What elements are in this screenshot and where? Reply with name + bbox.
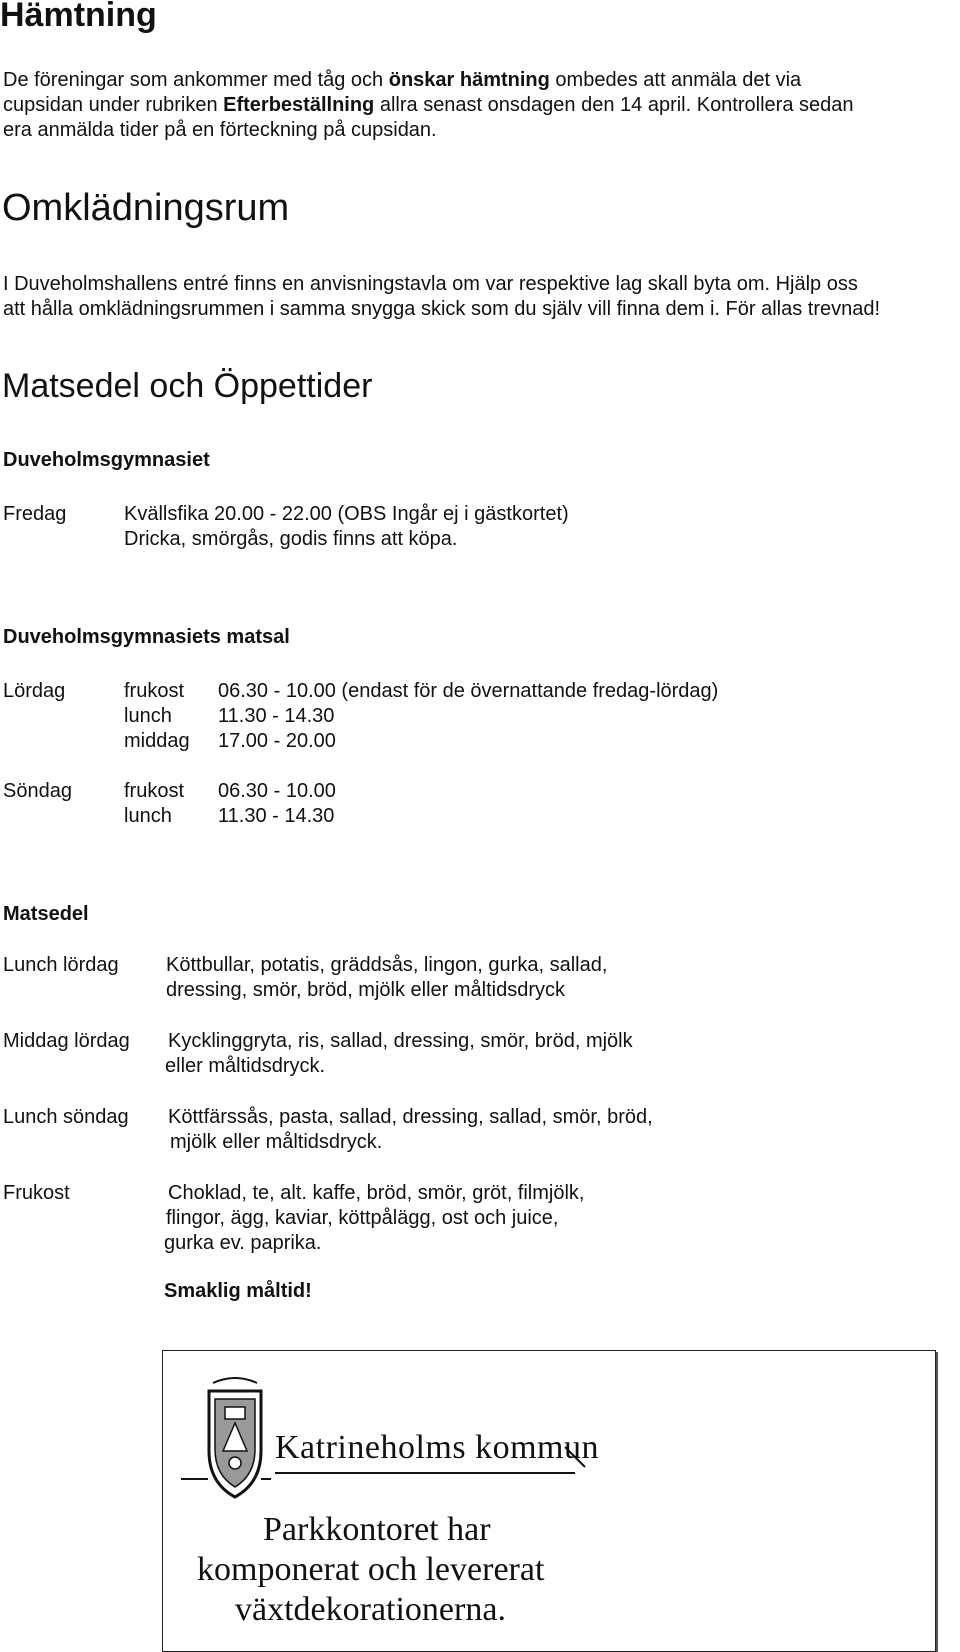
municipality-ad	[162, 1350, 936, 1652]
sunday-time-2: 11.30 - 14.30	[218, 805, 335, 827]
sunday-day: Söndag	[3, 780, 72, 802]
menu-item-line: Choklad, te, alt. kaffe, bröd, smör, gröt, filmjölk,	[168, 1182, 585, 1204]
ad-line-2: komponerat och levererat	[197, 1551, 545, 1588]
school-title: Duveholmsgymnasiet	[3, 449, 210, 471]
menu-item-label: Lunch söndag	[3, 1106, 129, 1128]
locker-text-line-2: att hålla omklädningsrummen i samma snygga skick som du själv vill finna dem i. För allas trevnad!	[3, 298, 881, 320]
school-line-1: Kvällsfika 20.00 - 22.00 (OBS Ingår ej i gästkortet)	[124, 503, 569, 525]
dining-title: Duveholmsgymnasiets matsal	[3, 626, 290, 648]
menu-closing: Smaklig måltid!	[164, 1280, 312, 1302]
municipality-underline	[275, 1472, 575, 1474]
menu-item-line: Köttbullar, potatis, gräddsås, lingon, gurka, sallad,	[166, 954, 608, 976]
menu-item-line: flingor, ägg, kaviar, köttpålägg, ost och juice,	[166, 1207, 559, 1229]
pickup-text-line-3: era anmälda tider på en förteckning på cupsidan.	[3, 119, 437, 141]
menu-hours-heading: Matsedel och Öppettider	[2, 367, 373, 405]
saturday-day: Lördag	[3, 680, 66, 702]
sunday-time-1: 06.30 - 10.00	[218, 780, 336, 802]
saturday-meal-3: middag	[124, 730, 190, 752]
menu-item-label: Lunch lördag	[3, 954, 119, 976]
pickup-text-line-2: cupsidan under rubriken Efterbeställning allra senast onsdagen den 14 april. Kontrollera sedan	[3, 94, 854, 116]
pickup-text-line-1: De föreningar som ankommer med tåg och önskar hämtning ombedes att anmäla det via	[3, 69, 802, 91]
ad-line-1: Parkkontoret har	[263, 1511, 491, 1548]
menu-item-label: Frukost	[3, 1182, 70, 1204]
saturday-time-1: 06.30 - 10.00 (endast för de övernattande fredag-lördag)	[218, 680, 719, 702]
locker-text-line-1: I Duveholmshallens entré finns en anvisningstavla om var respektive lag skall byta om. Hjälp oss	[3, 273, 858, 295]
pickup-heading: Hämtning	[0, 0, 157, 34]
sunday-meal-2: lunch	[124, 805, 172, 827]
saturday-time-2: 11.30 - 14.30	[218, 705, 335, 727]
menu-item-line: Kycklinggryta, ris, sallad, dressing, smör, bröd, mjölk	[168, 1030, 633, 1052]
menu-item-line: eller måltidsdryck.	[165, 1055, 326, 1077]
locker-heading: Omklädningsrum	[2, 187, 290, 229]
menu-item-label: Middag lördag	[3, 1030, 130, 1052]
menu-item-line: Köttfärssås, pasta, sallad, dressing, sallad, smör, bröd,	[168, 1106, 653, 1128]
sunday-meal-1: frukost	[124, 780, 185, 802]
ad-line-3: växtdekorationerna.	[235, 1591, 506, 1628]
menu-item-line: mjölk eller måltidsdryck.	[170, 1131, 383, 1153]
menu-item-line: gurka ev. paprika.	[164, 1232, 322, 1254]
saturday-meal-2: lunch	[124, 705, 172, 727]
menu-title: Matsedel	[3, 903, 89, 925]
school-day: Fredag	[3, 503, 67, 525]
municipality-name: Katrineholms kommun	[275, 1429, 599, 1466]
school-line-2: Dricka, smörgås, godis finns att köpa.	[124, 528, 458, 550]
saturday-time-3: 17.00 - 20.00	[218, 730, 336, 752]
menu-item-line: dressing, smör, bröd, mjölk eller måltidsdryck	[166, 979, 566, 1001]
saturday-meal-1: frukost	[124, 680, 185, 702]
